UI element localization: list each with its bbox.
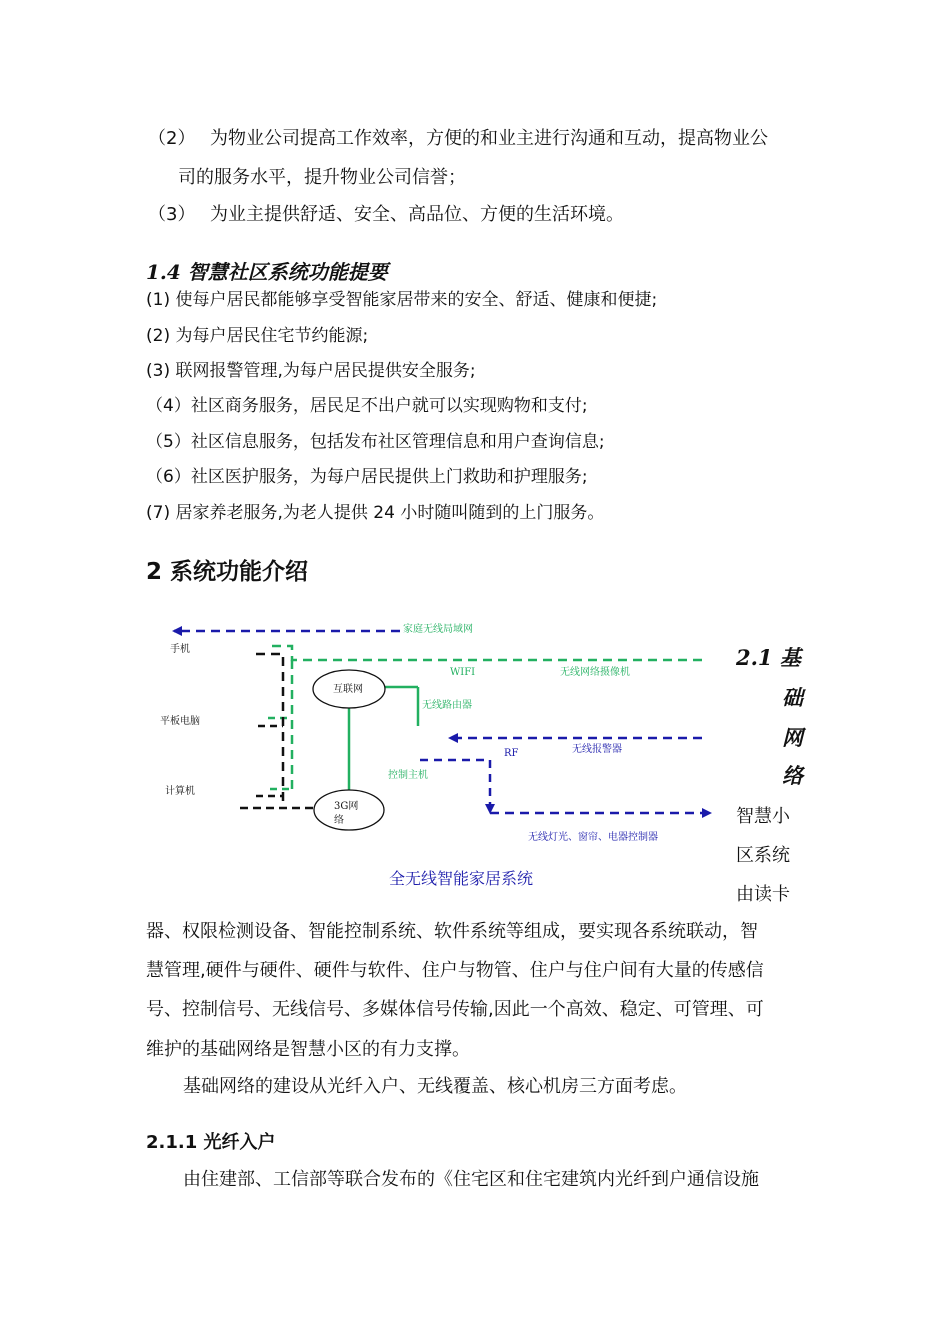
intro-item2-num: （2） bbox=[148, 128, 196, 149]
computer-label: 计算机 bbox=[165, 786, 195, 797]
intro-item3-num: （3） bbox=[148, 204, 196, 225]
list-item: (7) 居家养老服务,为老人提供 24 小时随叫随到的上门服务。 bbox=[146, 503, 605, 523]
tablet-label: 平板电脑 bbox=[160, 716, 200, 727]
intro-item3-text: 为业主提供舒适、安全、高品位、方便的生活环境。 bbox=[210, 204, 624, 225]
list-item: (1) 使每户居民都能够享受智能家居带来的安全、舒适、健康和便捷; bbox=[146, 290, 658, 310]
phone-label: 手机 bbox=[170, 644, 190, 655]
intro-item2-cont: 司的服务水平，提升物业公司信誉； bbox=[178, 167, 466, 188]
section-2-1-title-line3: 网 bbox=[782, 725, 803, 750]
host-label: 控制主机 bbox=[388, 770, 428, 781]
router-label: 无线路由器 bbox=[422, 700, 472, 711]
intro-item2-text: 为物业公司提高工作效率，方便的和业主进行沟通和互动，提高物业公 bbox=[210, 128, 768, 149]
list-item: (2) 为每户居民住宅节约能源; bbox=[146, 326, 369, 346]
para-line: 器、权限检测设备、智能控制系统、软件系统等组成，要实现各系统联动，智 bbox=[146, 921, 758, 942]
para-2: 基础网络的建设从光纤入户、无线覆盖、核心机房三方面考虑。 bbox=[183, 1076, 687, 1097]
para-line: 慧管理,硬件与硬件、硬件与软件、住户与物管、住户与住户间有大量的传感信 bbox=[146, 960, 764, 981]
section-2-1-title-line4: 络 bbox=[782, 763, 803, 788]
side-text-line2: 区系统 bbox=[736, 845, 790, 866]
para-line: 维护的基础网络是智慧小区的有力支撑。 bbox=[146, 1039, 470, 1060]
section-2-1-title-line1: 2.1 基 bbox=[736, 645, 801, 670]
section-1-4-title: 1.4 智慧社区系统功能提要 bbox=[146, 260, 388, 284]
list-item: （5）社区信息服务，包括发布社区管理信息和用户查询信息; bbox=[146, 432, 605, 452]
list-item: （6）社区医护服务，为每户居民提供上门救助和护理服务; bbox=[146, 467, 588, 487]
section-2-1-title-line2: 础 bbox=[782, 685, 803, 710]
3g-label: 3G网 bbox=[334, 801, 359, 812]
wifi-label: WIFI bbox=[450, 667, 476, 678]
internet-label: 互联网 bbox=[333, 684, 363, 695]
side-text-line1: 智慧小 bbox=[736, 806, 790, 827]
section-2-title: 2 系统功能介绍 bbox=[146, 559, 309, 585]
para-line: 号、控制信号、无线信号、多媒体信号传输,因此一个高效、稳定、可管理、可 bbox=[146, 999, 764, 1020]
controllers-label: 无线灯光、窗帘、电器控制器 bbox=[528, 832, 658, 843]
section-2-1-1-title: 2.1.1 光纤入户 bbox=[146, 1132, 276, 1153]
list-item: （4）社区商务服务，居民足不出户就可以实现购物和支付; bbox=[146, 396, 588, 416]
home-wlan-label: 家庭无线局域网 bbox=[403, 624, 473, 635]
list-item: (3) 联网报警管理,为每户居民提供安全服务; bbox=[146, 361, 476, 381]
alarm-label: 无线报警器 bbox=[572, 744, 622, 755]
side-text-line3: 由读卡 bbox=[736, 884, 790, 905]
wifi-link bbox=[272, 646, 702, 660]
rf-label: RF bbox=[504, 748, 519, 759]
3g-label-2: 络 bbox=[334, 815, 344, 826]
section-2-1-1-para: 由住建部、工信部等联合发布的《住宅区和住宅建筑内光纤到户通信设施 bbox=[183, 1169, 759, 1190]
camera-label: 无线网络摄像机 bbox=[560, 667, 630, 678]
host-down-link bbox=[420, 760, 490, 812]
wired-bus bbox=[256, 654, 283, 808]
diagram-caption: 全无线智能家居系统 bbox=[389, 869, 534, 888]
